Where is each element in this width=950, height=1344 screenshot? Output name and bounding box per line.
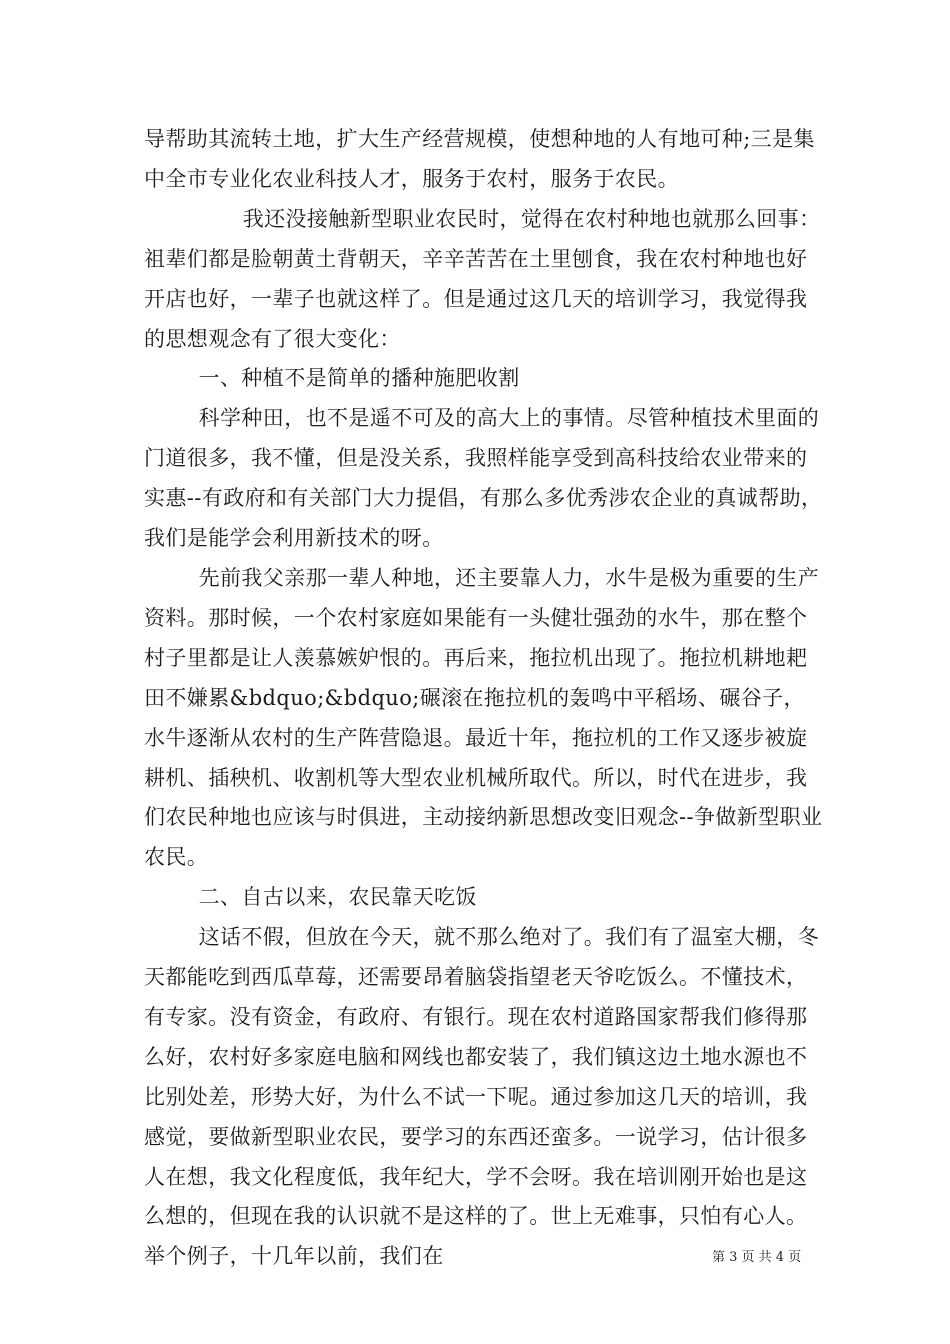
paragraph-continuation: 导帮助其流转土地，扩大生产经营规模，使想种地的人有地可种;三是集中全市专业化农业科技人才，服务于农村，服务于农民。 [144,127,815,191]
page-number-footer: 第 3 页 共 4 页 [712,1250,802,1265]
paragraph-not-absolute: 这话不假，但放在今天，就不那么绝对了。我们有了温室大棚，冬天都能吃到西瓜草莓，还需要昂着脑袋指望老天爷吃饭么。不懂技术，有专家。没有资金，有政府、有银行。现在农村道路国家帮我们修得那么好，农村好多家庭电脑和网线也都安装了，我们镇这边土地水源也不比别处差，形势大好，为什么不试一下呢。通过参加这几天的培训，我感觉，要做新型职业农民，要学习的东西还蛮多。一说学习，估计很多人在想，我文化程度低，我年纪大，学不会呀。我在培训刚开始也是这么想的，但现在我的认识就不是这样的了。世上无难事，只怕有心人。举个例子，十几年以前，我们在 [144,925,820,1269]
document-body [144,120,824,1277]
paragraph-tractor-history: 先前我父亲那一辈人种地，还主要靠人力，水牛是极为重要的生产资料。那时候，一个农村家庭如果能有一头健壮强劲的水牛，那在整个村子里都是让人羡慕嫉妒恨的。再后来，拖拉机出现了。拖拉机耕地耙田不嫌累&bdquo;&bdquo;碾滚在拖拉机的轰鸣中平稻场、碾谷子，水牛逐渐从农村的生产阵营隐退。最近十年，拖拉机的工作又逐步被旋耕机、插秧机、收割机等大型农业机械所取代。所以，时代在进步，我们农民种地也应该与时俱进，主动接纳新思想改变旧观念--争做新型职业农民。 [144,565,823,870]
section-heading-2: 二、自古以来，农民靠天吃饭 [198,885,477,910]
paragraph-intro: 我还没接触新型职业农民时，觉得在农村种地也就那么回事：祖辈们都是脸朝黄土背朝天，辛辛苦苦在土里刨食，我在农村种地也好开店也好，一辈子也就这样了。但是通过这几天的培训学习，我觉得我的思想观念有了很大变化： [144,206,821,351]
section-heading-1: 一、种植不是简单的播种施肥收割 [198,366,520,391]
paragraph-science-farming: 科学种田，也不是遥不可及的高大上的事情。尽管种植技术里面的门道很多，我不懂，但是没关系，我照样能享受到高科技给农业带来的实惠--有政府和有关部门大力提倡，有那么多优秀涉农企业的真诚帮助，我们是能学会利用新技术的呀。 [144,406,823,551]
